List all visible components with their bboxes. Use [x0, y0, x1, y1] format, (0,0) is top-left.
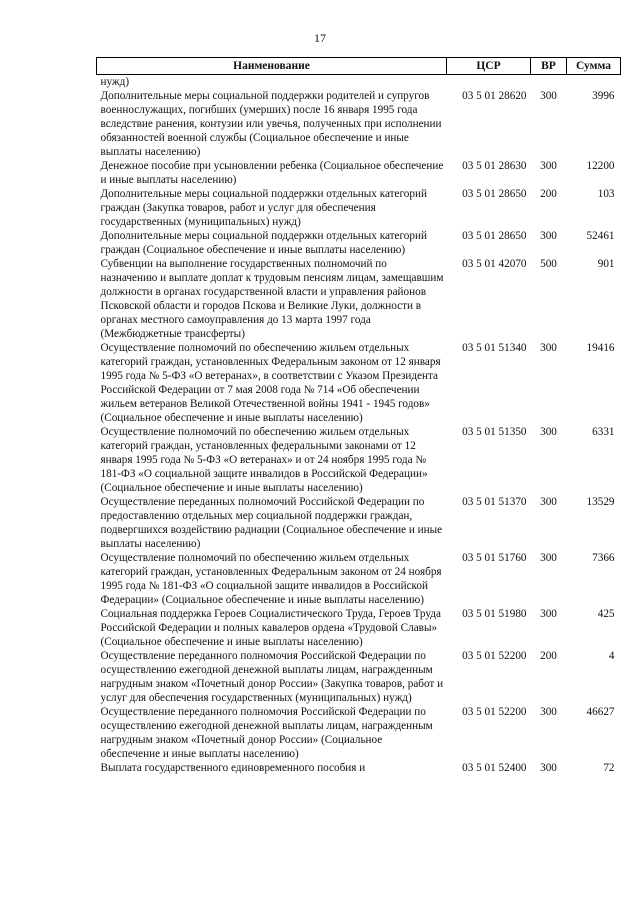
cell-name: Денежное пособие при усыновлении ребенка (Социальное обеспечение и иные выплаты населению)	[100, 160, 444, 186]
cell-name: Субвенции на выполнение государственных полномочий по назначению и выплате доплат к трудовым пенсиям лицам, замещавшим должности в органах государственной власти и управления районов Псковской области и городов Пскова и Великие Луки, должности в органах местного самоуправления до 13 марта 1997 года (Межбюджетные трансферты)	[100, 258, 444, 340]
cell-csr: 03 5 01 51980	[462, 608, 527, 620]
page-number: 17	[314, 31, 326, 45]
table-row	[97, 705, 621, 761]
cell-name: Дополнительные меры социальной поддержки родителей и супругов военнослужащих, погибших (умерших) после 16 января 1995 года вследствие ранения, контузии или увечья, полученных при исполнении обязанностей военной службы (Социальное обеспечение и иные выплаты населению)	[100, 90, 442, 158]
cell-csr: 03 5 01 52400	[462, 762, 527, 774]
cell-name: Осуществление переданных полномочий Российской Федерации по предоставлению отдельных мер социальной поддержки граждан, подвергшихся воздействию радиации (Социальное обеспечение и иные выплаты населению)	[100, 496, 443, 550]
cell-vr	[531, 75, 567, 90]
table-row	[97, 425, 621, 495]
cell-name: Дополнительные меры социальной поддержки отдельных категорий граждан (Закупка товаров, работ и услуг для обеспечения государственных (муниципальных) нужд)	[100, 188, 427, 228]
cell-sum: 19416	[586, 342, 615, 354]
cell-csr: 03 5 01 28620	[462, 90, 527, 102]
cell-vr: 300	[540, 230, 557, 242]
cell-sum	[567, 75, 621, 90]
cell-name: Осуществление полномочий по обеспечению жильем отдельных категорий граждан, установленных федеральными законами от 12 января 1995 года № 5-ФЗ «О ветеранах» и от 24 ноября 1995 года № 181-ФЗ «О социальной защите инвалидов в Российской Федерации» (Социальное обеспечение и иные выплаты населению)	[100, 426, 428, 494]
cell-sum: 103	[597, 188, 615, 200]
cell-csr: 03 5 01 51350	[462, 426, 527, 438]
cell-name: Осуществление полномочий по обеспечению жильем отдельных категорий граждан, установленных Федеральным законом от 12 января 1995 года № 5-ФЗ «О ветеранах», в соответствии с Указом Президента Российской Федерации от 7 мая 2008 года № 714 «Об обеспечении жильем ветеранов Великой Отечественной войны 1941 - 1945 годов» (Социальное обеспечение и иные выплаты населению)	[100, 342, 441, 424]
cell-vr: 300	[540, 762, 557, 774]
cell-sum: 52461	[586, 230, 615, 242]
cell-name: Осуществление переданного полномочия Российской Федерации по осуществлению ежегодной денежной выплаты лицам, награжденным нагрудным знаком «Почетный донор России» (Социальное обеспечение и иные выплаты населению)	[100, 706, 433, 760]
cell-csr	[447, 75, 531, 90]
cell-csr: 03 5 01 51370	[462, 496, 527, 508]
cell-name: Выплата государственного единовременного пособия и	[100, 762, 366, 774]
header-csr: ЦСР	[447, 58, 531, 75]
cell-vr: 300	[540, 552, 557, 564]
cell-csr: 03 5 01 51340	[462, 342, 527, 354]
cell-csr: 03 5 01 51760	[462, 552, 527, 564]
table-row	[97, 229, 621, 257]
cell-sum: 3996	[592, 90, 615, 102]
cell-vr: 300	[540, 342, 557, 354]
table-row	[97, 649, 621, 705]
budget-table	[96, 57, 621, 775]
cell-name: Осуществление переданного полномочия Российской Федерации по осуществлению ежегодной денежной выплаты лицам, награжденным нагрудным знаком «Почетный донор России» (Закупка товаров, работ и услуг для обеспечения государственных (муниципальных) нужд)	[100, 650, 444, 704]
cell-vr: 300	[540, 90, 557, 102]
table-row	[97, 551, 621, 607]
cell-name: Осуществление полномочий по обеспечению жильем отдельных категорий граждан, установленных Федеральным законом от 24 ноября 1995 года № 181-ФЗ «О социальной защите инвалидов в Российской Федерации» (Социальное обеспечение и иные выплаты населению)	[100, 552, 442, 606]
cell-sum: 7366	[592, 552, 615, 564]
cell-csr: 03 5 01 28650	[462, 230, 527, 242]
header-name: Наименование	[97, 58, 447, 75]
cell-sum: 72	[603, 762, 615, 774]
header-vr: ВР	[531, 58, 567, 75]
table-row	[97, 761, 621, 775]
table-row	[97, 75, 621, 90]
cell-sum: 4	[608, 650, 615, 662]
table-row	[97, 89, 621, 159]
cell-name: Дополнительные меры социальной поддержки отдельных категорий граждан (Социальное обеспечение и иные выплаты населению)	[100, 230, 427, 256]
cell-sum: 425	[597, 608, 615, 620]
table-row	[97, 187, 621, 229]
cell-vr: 300	[540, 496, 557, 508]
table-body	[97, 75, 621, 776]
cell-sum: 13529	[586, 496, 615, 508]
table-row	[97, 495, 621, 551]
cell-vr: 200	[540, 188, 557, 200]
cell-vr: 300	[540, 160, 557, 172]
cell-csr: 03 5 01 52200	[462, 650, 527, 662]
cell-sum: 12200	[586, 160, 615, 172]
table-header-row	[97, 58, 621, 75]
table-row	[97, 607, 621, 649]
cell-csr: 03 5 01 28630	[462, 160, 527, 172]
cell-vr: 500	[540, 258, 557, 270]
cell-vr: 300	[540, 426, 557, 438]
header-sum: Сумма	[567, 58, 621, 75]
table-row	[97, 341, 621, 425]
cell-vr: 300	[540, 608, 557, 620]
cell-sum: 901	[597, 258, 615, 270]
cell-csr: 03 5 01 52200	[462, 706, 527, 718]
cell-name: нужд)	[100, 76, 130, 88]
cell-csr: 03 5 01 42070	[462, 258, 527, 270]
cell-csr: 03 5 01 28650	[462, 188, 527, 200]
cell-name: Социальная поддержка Героев Социалистического Труда, Героев Труда Российской Федерации и полных кавалеров ордена «Трудовой Славы» (Социальное обеспечение и иные выплаты населению)	[100, 608, 441, 648]
table-row	[97, 159, 621, 187]
cell-sum: 46627	[586, 706, 615, 718]
table-row	[97, 257, 621, 341]
cell-vr: 200	[540, 650, 557, 662]
cell-sum: 6331	[592, 426, 615, 438]
cell-vr: 300	[540, 706, 557, 718]
